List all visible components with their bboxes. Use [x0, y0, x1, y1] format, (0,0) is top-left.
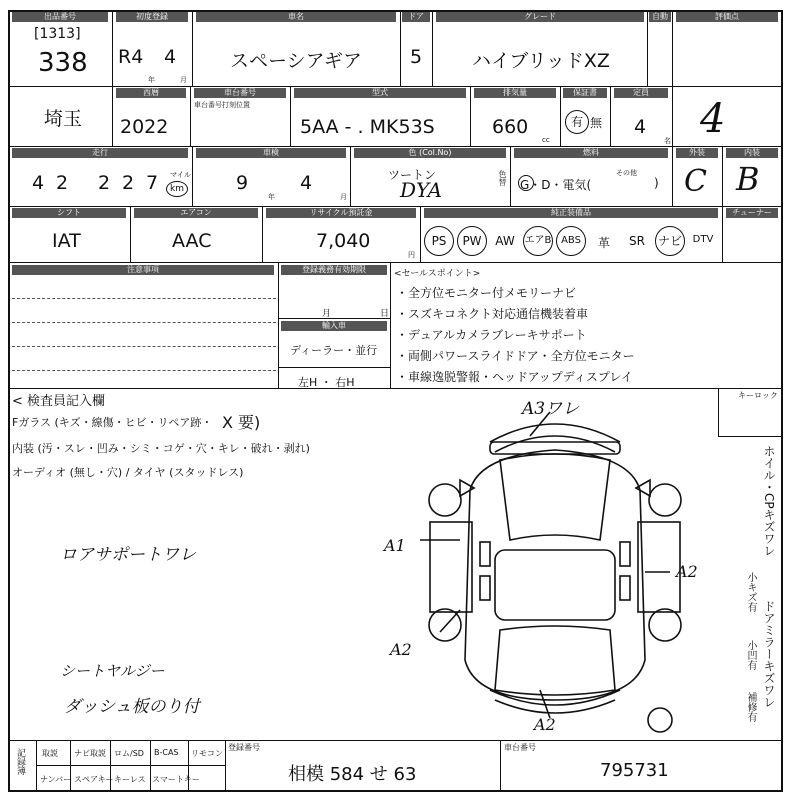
score: 4 [700, 96, 726, 142]
warranty-no: 無 [590, 116, 603, 130]
interior-grade: B [736, 160, 760, 198]
color-handwritten: DYA [400, 178, 443, 202]
mileage-digit: 2 [56, 172, 69, 194]
label-year: 初度登録 [116, 12, 188, 22]
equipment-item: AW [495, 234, 515, 248]
label-import: 輸入車 [281, 321, 387, 331]
chassis-note: 車台番号打刻位置 [194, 101, 250, 109]
damage-a3: A3ワレ [522, 399, 580, 419]
fuel-options: G・D・電気( [520, 178, 592, 192]
serial-label: 車台番号 [504, 743, 536, 752]
label-year-ad: 西暦 [116, 88, 186, 98]
grade: ハイブリッドXZ [472, 50, 610, 72]
sales-point: ・デュアルカメラブレーキサポート [396, 328, 587, 342]
handwritten-note-3: ダッシュ板のり付 [64, 697, 200, 717]
plate-number: 相模 584 せ 63 [288, 764, 417, 785]
inspector-title: < 検査員記入欄 [12, 394, 106, 409]
month-unit: 月 [180, 76, 187, 84]
sales-point: ・全方位モニター付メモリーナビ [396, 286, 577, 300]
exterior-grade: C [684, 164, 707, 199]
mile-label: マイル [170, 171, 191, 179]
damage-a2-left: A2 [390, 640, 412, 659]
footer-item: リモコン [191, 749, 223, 758]
recycle-yen: 円 [408, 251, 415, 259]
label-sales-points: <セールスポイント> [394, 269, 481, 279]
label-displacement: 排気量 [474, 88, 556, 98]
label-shift: シフト [12, 208, 126, 218]
year-unit: 年 [148, 76, 155, 84]
label-car-name: 車名 [196, 12, 396, 22]
footer-item: ロム/SD [114, 749, 144, 758]
inspection-month: 4 [300, 172, 313, 194]
reg-day-unit: 日 [380, 309, 390, 319]
doors: 5 [410, 46, 423, 68]
label-exhibit-no: 出品番号 [12, 12, 108, 22]
color-change-label: 色替 [498, 170, 507, 186]
damage-a2-bottom: A2 [534, 715, 556, 734]
label-color: 色 (Col.No) [354, 148, 506, 158]
label-exterior: 外装 [676, 148, 718, 158]
two-tone-label: ツートン [388, 168, 437, 182]
mileage-digit: 4 [32, 172, 45, 194]
inspection-year: 9 [236, 172, 249, 194]
recycle-fee: 7,040 [316, 230, 371, 252]
inspection-year-unit: 年 [268, 193, 275, 201]
interior-note: 内装 (汚・スレ・凹み・シミ・コゲ・穴・キレ・破れ・剥れ) [12, 442, 310, 455]
label-keylock: キーロック [738, 391, 778, 400]
footer-item: スマートキー [152, 775, 200, 784]
sales-point: ・両側パワースライドドア・全方位モニター [396, 349, 635, 363]
equipment-item: ABS [556, 226, 586, 256]
damage-a1: A1 [384, 536, 406, 555]
label-tuning: チューナー [726, 208, 778, 218]
equipment-item: 革 [597, 236, 610, 250]
reg-month: 4 [164, 46, 177, 68]
side-repair: 補修有 [745, 692, 756, 722]
serial-number: 795731 [600, 760, 669, 781]
side-mirror: ドアミラーキズワレ [762, 600, 776, 708]
windshield-mark: X 要) [222, 413, 261, 432]
footer-item: スペアキー [74, 775, 114, 784]
footer-item: ナンバー [40, 775, 72, 784]
equipment-item: ナビ [655, 226, 685, 256]
year-ad: 2022 [120, 116, 169, 138]
shift-value: IAT [52, 230, 81, 252]
label-reg-limit: 登録義務有効期限 [281, 265, 387, 275]
displacement-unit: cc [542, 136, 550, 144]
footer-item: ナビ取説 [74, 749, 106, 758]
label-grade: グレード [436, 12, 644, 22]
km-label: km [166, 181, 188, 197]
dealer-parallel: ディーラー・並行 [290, 344, 378, 357]
footer-item: B-CAS [154, 748, 179, 757]
side-wheel: ホイル・CPキズワレ [762, 445, 776, 557]
mileage-digit: 2 [122, 172, 135, 194]
fuel-g-circle [518, 175, 534, 191]
fuel-other-label: その他 [616, 169, 637, 177]
equipment-item: エアB [523, 226, 553, 256]
label-shift-short: 自動 [649, 12, 671, 22]
label-inspection: 車検 [196, 148, 346, 158]
lot-bracket: [1313] [34, 26, 81, 42]
plate-label: 登録番号 [228, 743, 260, 752]
region: 埼玉 [44, 108, 83, 130]
label-score: 評価点 [676, 12, 778, 22]
footer-record: 記録簿 [15, 748, 25, 775]
equipment-item: SR [629, 234, 645, 248]
mileage-digit: 7 [146, 172, 159, 194]
footer-item: 取説 [42, 749, 58, 758]
reg-era: R4 [118, 46, 144, 68]
inspection-month-unit: 月 [340, 193, 347, 201]
label-warranty: 保証書 [563, 88, 607, 98]
footer-item: キーレス [114, 775, 146, 784]
equipment-item: PS [424, 226, 454, 256]
label-caution: 注意事項 [12, 265, 274, 275]
label-capacity: 定員 [614, 88, 668, 98]
car-diagram [400, 400, 720, 740]
capacity-unit: 名 [664, 137, 671, 145]
warranty-yes: 有 [565, 110, 589, 134]
label-chassis: 車台番号 [194, 88, 286, 98]
equipment-item: PW [457, 226, 487, 256]
handwritten-note-2: シートヤルジー [60, 662, 165, 680]
windshield-note: Fガラス (キズ・線傷・ヒビ・リペア跡・ [12, 416, 213, 429]
label-fuel: 燃料 [514, 148, 668, 158]
equipment-item: DTV [692, 234, 714, 245]
audio-note: オーディオ (無し・穴) / タイヤ (スタッドレス) [12, 466, 244, 479]
handwritten-note-1: ロアサポートワレ [60, 545, 196, 565]
side-small-dent: 小凹有 [745, 640, 756, 670]
fuel-close: ) [654, 176, 659, 190]
label-model: 型式 [294, 88, 466, 98]
label-recycle: リサイクル預託金 [266, 208, 416, 218]
label-equipment: 純正装備品 [424, 208, 718, 218]
displacement: 660 [492, 116, 529, 138]
label-door: ドア [402, 12, 430, 22]
damage-a2-right: A2 [676, 562, 698, 581]
sales-point: ・スズキコネクト対応通信機装着車 [396, 307, 589, 321]
aircon-value: AAC [172, 230, 212, 252]
lot-number: 338 [38, 48, 88, 78]
label-interior: 内装 [726, 148, 778, 158]
sales-point: ・車線逸脱警報・ヘッドアップディスプレイ [396, 370, 633, 384]
steering-side: 左H ・ 右H [298, 376, 355, 389]
mileage-digit: 2 [98, 172, 111, 194]
car-name: スペーシアギア [230, 50, 362, 72]
label-aircon: エアコン [134, 208, 258, 218]
reg-month-unit: 月 [322, 309, 332, 319]
model-code: 5AA - . MK53S [300, 116, 435, 138]
side-small-scratch: 小キズ有 [745, 572, 756, 612]
capacity: 4 [634, 116, 647, 138]
label-mileage: 走行 [12, 148, 188, 158]
